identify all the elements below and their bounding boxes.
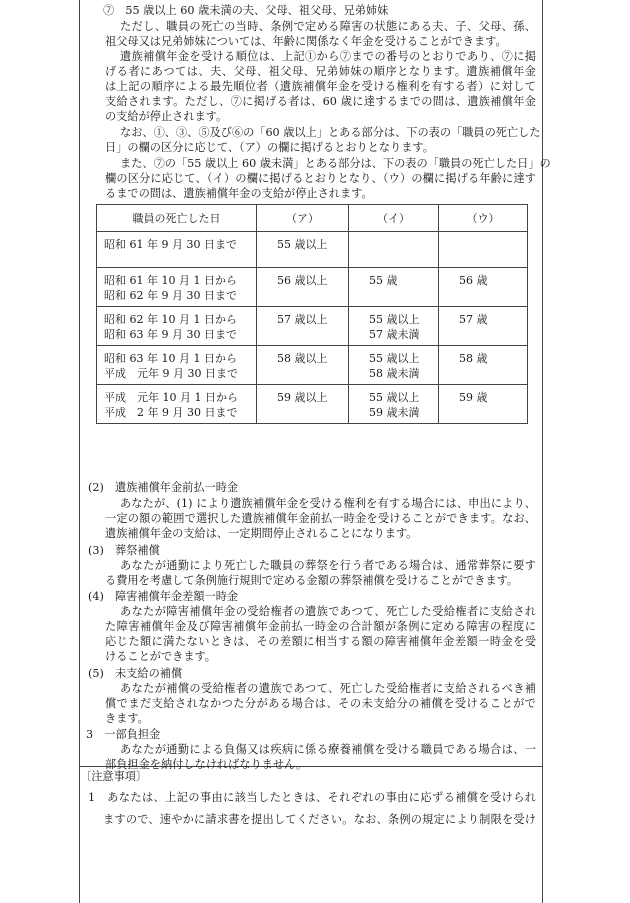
table-row <box>97 346 528 385</box>
table-cell-i <box>349 346 439 385</box>
order-paragraph-line: の支給が停止されます。 <box>105 110 228 123</box>
section2-line: あなたが、(1) により遺族補償年金を受ける権利を有する場合には、申出により、 <box>120 497 536 510</box>
table-cell-u: 59 歳 <box>439 385 528 424</box>
section3-title: (3) 葬祭補償 <box>88 544 160 557</box>
section4-line: あなたが障害補償年金の受給権者の遺族であつて、死亡した受給権者に支給され <box>120 605 536 618</box>
table-row <box>97 307 528 346</box>
section5-line: あなたが補償の受給権者の遺族であつて、死亡した受給権者に支給されるべき補 <box>120 682 536 695</box>
table-header-date: 職員の死亡した日 <box>97 205 257 232</box>
table-header-a: （ア） <box>257 205 349 232</box>
table-row <box>97 385 528 424</box>
order-paragraph-line: 支給されます。ただし、⑦に掲げる者は、60 歳に達するまでの間は、遺族補償年金 <box>105 95 536 108</box>
table-cell-a: 55 歳以上 <box>257 232 349 268</box>
section2-title: (2) 遺族補償年金前払一時金 <box>88 481 239 494</box>
table-row <box>97 232 528 268</box>
order-paragraph-line: 遺族補償年金を受ける順位は、上記①から⑦までの番号のとおりであり、⑦に掲 <box>120 50 536 63</box>
table-cell-i <box>349 268 439 307</box>
date-to: 昭和 62 年 9 月 30 日まで <box>104 289 237 302</box>
section2-line: 遺族補償年金の支給は、一定期間停止されることになります。 <box>105 527 418 540</box>
cell-line: 58 歳未満 <box>369 367 420 380</box>
table-header-u: （ウ） <box>439 205 528 232</box>
date-to: 平成 2 年 9 月 30 日まで <box>104 406 238 419</box>
date-from: 昭和 61 年 9 月 30 日まで <box>104 238 237 251</box>
section4-line: けることができます。 <box>105 650 216 663</box>
item7-line: 祖父母又は兄弟姉妹については、年齢に関係なく年金を受けることができます。 <box>105 35 507 48</box>
section2-line: 一定の額の範囲で選択した遺族補償年金前払一時金を受けることができます。なお、 <box>105 512 536 525</box>
table-cell-date <box>97 346 257 385</box>
section5-title: (5) 未支給の補償 <box>88 667 183 680</box>
order-paragraph-line: は上記の順序による最先順位者（遺族補償年金を受ける権利を有する者）に対して <box>105 80 536 93</box>
note-paragraph-line: また、⑦の「55 歳以上 60 歳未満」とある部分は、下の表の「職員の死亡した日」の <box>120 157 551 170</box>
section3-line: る費用を考慮して条例施行規則で定める金額の葬祭補償を受けることができます。 <box>105 574 519 587</box>
table-cell-u: 58 歳 <box>439 346 528 385</box>
date-to: 平成 元年 9 月 30 日まで <box>104 367 238 380</box>
table-cell-i <box>349 385 439 424</box>
age-table <box>96 204 528 424</box>
table-cell-i <box>349 307 439 346</box>
part3-title: 3 一部負担金 <box>86 728 161 741</box>
note-paragraph-line: なお、①、③、⑤及び⑥の「60 歳以上」とある部分は、下の表の「職員の死亡した <box>120 126 541 139</box>
table-cell-date <box>97 385 257 424</box>
cell-line: 55 歳以上 <box>369 391 420 404</box>
section5-line: きます。 <box>105 712 149 725</box>
table-cell-i <box>349 232 439 268</box>
date-from: 昭和 61 年 10 月 1 日から <box>104 274 237 287</box>
table-row <box>97 268 528 307</box>
table-header-i: （イ） <box>349 205 439 232</box>
section4-title: (4) 障害補償年金差額一時金 <box>88 590 239 603</box>
section5-line: 償でまだ支給されなかつた分がある場合は、その未支給分の補償を受けることがで <box>105 697 536 710</box>
table-cell-date <box>97 307 257 346</box>
note-paragraph-line: 欄の区分に応じて、（イ）の欄に掲げるとおりとなり、（ウ）の欄に掲げる年齢に達す <box>105 172 536 185</box>
section4-line: た障害補償年金及び障害補償年金前払一時金の合計額が条例に定める障害の程度に <box>105 620 536 633</box>
table-cell-a: 57 歳以上 <box>257 307 349 346</box>
cell-line: 55 歳以上 <box>369 352 420 365</box>
table-cell-date <box>97 268 257 307</box>
notes-heading: 〔注意事項〕 <box>80 770 148 783</box>
table-cell-a: 58 歳以上 <box>257 346 349 385</box>
cell-line: 59 歳未満 <box>369 406 420 419</box>
date-from: 昭和 63 年 10 月 1 日から <box>104 352 237 365</box>
table-cell-a: 59 歳以上 <box>257 385 349 424</box>
cell-line: 57 歳未満 <box>369 328 420 341</box>
item7-title: ⑦ 55 歳以上 60 歳未満の夫、父母、祖父母、兄弟姉妹 <box>103 4 389 17</box>
table-cell-u <box>439 232 528 268</box>
item7-line: ただし、職員の死亡の当時、条例で定める障害の状態にある夫、子、父母、孫、 <box>120 20 536 33</box>
notes-line: 1 あなたは、上記の事由に該当したときは、それぞれの事由に応ずる補償を受けられ <box>88 791 536 804</box>
part3-line: あなたが通勤による負傷又は疾病に係る療養補償を受ける職員である場合は、一 <box>120 743 536 756</box>
table-cell-u: 57 歳 <box>439 307 528 346</box>
table-cell-a: 56 歳以上 <box>257 268 349 307</box>
table-cell-date <box>97 232 257 268</box>
date-to: 昭和 63 年 9 月 30 日まで <box>104 328 237 341</box>
date-from: 平成 元年 10 月 1 日から <box>104 391 238 404</box>
notes-line: ますので、速やかに請求書を提出してください。なお、条例の規定により制限を受け <box>103 813 536 826</box>
part3-line: 部負担金を納付しなければなりません。 <box>105 758 308 771</box>
cell-line: 55 歳以上 <box>369 313 420 326</box>
date-from: 昭和 62 年 10 月 1 日から <box>104 313 237 326</box>
section4-line: 応じた額に満たないときは、その差額に相当する額の障害補償年金差額一時金を受 <box>105 635 536 648</box>
table-header-row <box>97 205 528 232</box>
section3-line: あなたが通勤により死亡した職員の葬祭を行う者である場合は、通常葬祭に要す <box>120 559 536 572</box>
cell-line: 55 歳 <box>369 274 398 287</box>
table-cell-u: 56 歳 <box>439 268 528 307</box>
note-paragraph-line: 日」の欄の区分に応じて、（ア）の欄に掲げるとおりとなります。 <box>105 141 434 154</box>
order-paragraph-line: げる者にあつては、夫、父母、祖父母、兄弟姉妹の順序となります。遺族補償年金 <box>105 65 536 78</box>
lower-bordered-box <box>79 767 543 903</box>
note-paragraph-line: るまでの間は、遺族補償年金の支給が停止されます。 <box>105 187 373 200</box>
